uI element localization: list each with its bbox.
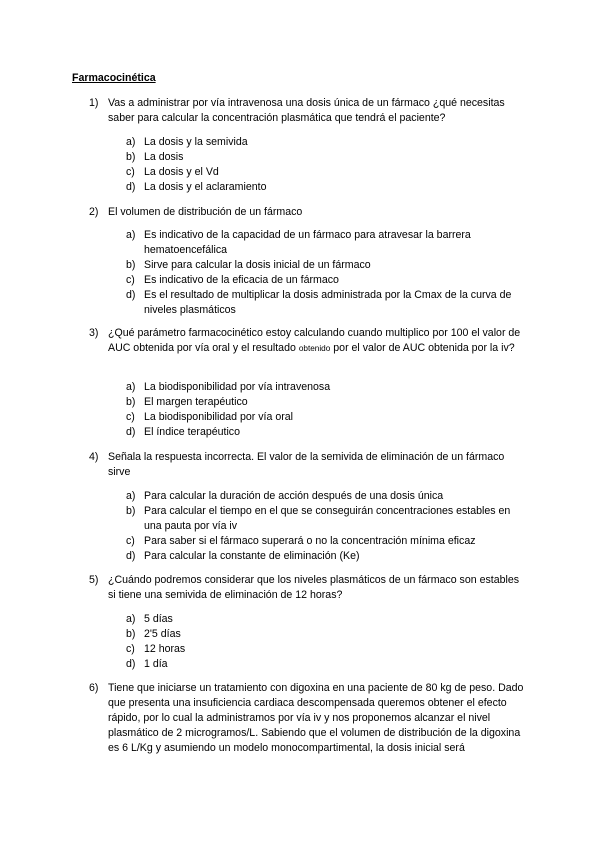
- option-d: d) 1 día: [126, 658, 168, 670]
- option-d: d) El índice terapéutico: [126, 426, 240, 438]
- option-a: a) La dosis y la semivida: [126, 136, 248, 148]
- option-c: c) Para saber si el fármaco superará o no la concentración mínima eficaz: [126, 535, 476, 547]
- question-1: [89, 96, 529, 126]
- option-d: d) La dosis y el aclaramiento: [126, 181, 267, 193]
- question-number: 3): [89, 327, 99, 339]
- small-inline-word: obtenido: [298, 344, 331, 353]
- question-4: [89, 450, 529, 480]
- option-a: a) Es indicativo de la capacidad de un fármaco para atravesar la barrera hematoencefálica: [126, 229, 471, 256]
- option-c: c) 12 horas: [126, 643, 186, 655]
- option-a: a) La biodisponibilidad por vía intravenosa: [126, 381, 331, 393]
- option-b: b) Sirve para calcular la dosis inicial de un fármaco: [126, 259, 371, 271]
- page-title: Farmacocinética: [72, 72, 156, 84]
- question-number: 2): [89, 206, 99, 218]
- option-b: b) Para calcular el tiempo en el que se conseguirán concentraciones estables en una pauta por vía iv: [126, 505, 511, 532]
- question-number: 6): [89, 682, 99, 694]
- option-a: a) 5 días: [126, 613, 173, 625]
- question-number: 4): [89, 451, 99, 463]
- question-text: El volumen de distribución de un fármaco: [108, 206, 303, 218]
- question-4-options: [126, 489, 526, 564]
- question-5: [89, 573, 529, 603]
- option-d: d) Es el resultado de multiplicar la dosis administrada por la Cmax de la curva de niveles plasmáticos: [126, 289, 512, 316]
- question-number: 1): [89, 97, 99, 109]
- question-text: ¿Qué parámetro farmacocinético estoy calculando cuando multiplico por 100 el valor de AUC obtenida por vía oral y el resultado obtenido por el valor de AUC obtenida por la iv?: [108, 327, 521, 354]
- question-text: Vas a administrar por vía intravenosa una dosis única de un fármaco ¿qué necesitas saber para calcular la concentración plasmática que tendrá el paciente?: [108, 97, 505, 124]
- option-c: c) Es indicativo de la eficacia de un fármaco: [126, 274, 339, 286]
- question-3-options: [126, 380, 526, 440]
- question-1-options: [126, 135, 526, 195]
- option-d: d) Para calcular la constante de eliminación (Ke): [126, 550, 360, 562]
- question-text: Señala la respuesta incorrecta. El valor de la semivida de eliminación de un fármaco sirve: [108, 451, 505, 478]
- option-b: b) La dosis: [126, 151, 184, 163]
- option-c: c) La biodisponibilidad por vía oral: [126, 411, 294, 423]
- question-number: 5): [89, 574, 99, 586]
- question-text: Tiene que iniciarse un tratamiento con digoxina en una paciente de 80 kg de peso. Dado que presenta una insuficiencia cardiaca descompensada queremos obtener el efecto rápido, por lo cual la administramos por vía iv y nos proponemos alcanzar el nivel plasmático de 2 microgramos/L. Sabiendo que el volumen de distribución de la digoxina es 6 L/Kg y asumiendo un modelo monocompartimental, la dosis inicial será: [108, 682, 524, 754]
- question-5-options: [126, 612, 526, 672]
- option-a: a) Para calcular la duración de acción después de una dosis única: [126, 490, 444, 502]
- question-2: [89, 205, 529, 220]
- option-b: b) 2'5 días: [126, 628, 181, 640]
- option-c: c) La dosis y el Vd: [126, 166, 219, 178]
- question-3: [89, 326, 529, 356]
- question-6: [89, 681, 529, 756]
- option-b: b) El margen terapéutico: [126, 396, 248, 408]
- question-text: ¿Cuándo podremos considerar que los niveles plasmáticos de un fármaco son estables si tiene una semivida de eliminación de 12 horas?: [108, 574, 520, 601]
- question-2-options: [126, 228, 526, 318]
